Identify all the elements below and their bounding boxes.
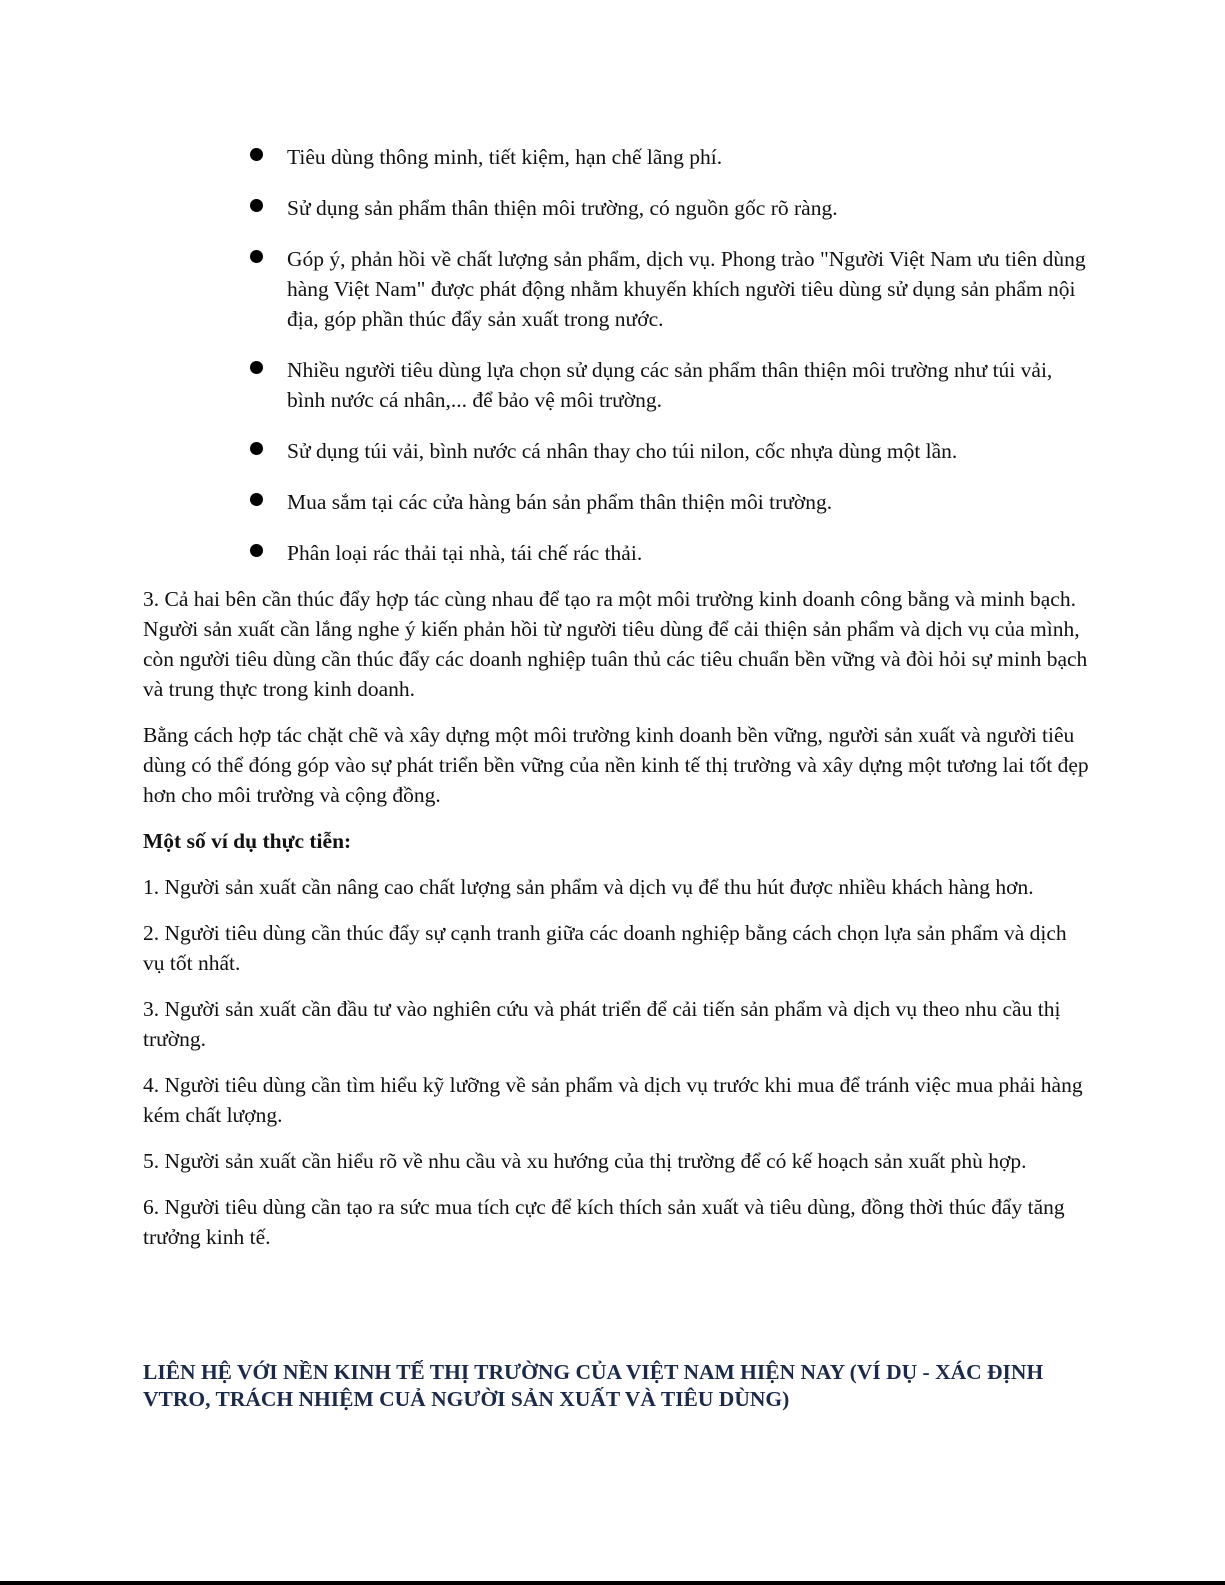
bullet-icon (250, 250, 263, 263)
bullet-text: Sử dụng túi vải, bình nước cá nhân thay cho túi nilon, cốc nhựa dùng một lần. (287, 439, 958, 463)
list-item (247, 355, 1087, 415)
example-item: 1. Người sản xuất cần nâng cao chất lượng sản phẩm và dịch vụ để thu hút được nhiều khách hàng hơn. (143, 875, 1034, 899)
body-text (143, 584, 1093, 1268)
list-item (247, 538, 1087, 568)
bullet-icon (250, 148, 263, 161)
example-item: 3. Người sản xuất cần đầu tư vào nghiên cứu và phát triển để cải tiến sản phẩm và dịch vụ theo nhu cầu thị trường. (143, 997, 1061, 1051)
bullet-icon (250, 544, 263, 557)
example-item: 6. Người tiêu dùng cần tạo ra sức mua tích cực để kích thích sản xuất và tiêu dùng, đồng thời thúc đẩy tăng trưởng kinh tế. (143, 1195, 1065, 1249)
bullet-text: Sử dụng sản phẩm thân thiện môi trường, có nguồn gốc rõ ràng. (287, 196, 838, 220)
bullet-icon (250, 442, 263, 455)
bullet-text: Góp ý, phản hồi về chất lượng sản phẩm, dịch vụ. Phong trào "Người Việt Nam ưu tiên dùng hàng Việt Nam" được phát động nhằm khuyến khích người tiêu dùng sử dụng sản phẩm nội địa, góp phần thúc đẩy sản xuất trong nước. (287, 247, 1086, 331)
bullet-icon (250, 361, 263, 374)
bullet-icon (250, 493, 263, 506)
bullet-text: Mua sắm tại các cửa hàng bán sản phẩm thân thiện môi trường. (287, 490, 833, 514)
list-item (247, 193, 1087, 223)
list-item (247, 487, 1087, 517)
bullet-text: Nhiều người tiêu dùng lựa chọn sử dụng các sản phẩm thân thiện môi trường như túi vải, bình nước cá nhân,... để bảo vệ môi trường. (287, 358, 1053, 412)
example-item: 5. Người sản xuất cần hiểu rõ về nhu cầu và xu hướng của thị trường để có kế hoạch sản xuất phù hợp. (143, 1149, 1027, 1173)
section-heading: LIÊN HỆ VỚI NỀN KINH TẾ THỊ TRƯỜNG CỦA VIỆT NAM HIỆN NAY (VÍ DỤ - XÁC ĐỊNH VTRO, TRÁCH NHIỆM CUẢ NGƯỜI SẢN XUẤT VÀ TIÊU DÙNG) (143, 1360, 1044, 1411)
list-item (247, 244, 1087, 334)
bullet-icon (250, 199, 263, 212)
examples-heading: Một số ví dụ thực tiễn: (143, 829, 352, 853)
example-item: 2. Người tiêu dùng cần thúc đẩy sự cạnh tranh giữa các doanh nghiệp bằng cách chọn lựa sản phẩm và dịch vụ tốt nhất. (143, 921, 1067, 975)
bullet-list (247, 142, 1087, 589)
list-item (247, 436, 1087, 466)
bullet-text: Tiêu dùng thông minh, tiết kiệm, hạn chế lãng phí. (287, 145, 723, 169)
bullet-text: Phân loại rác thải tại nhà, tái chế rác thải. (287, 541, 643, 565)
paragraph-conclusion: Bằng cách hợp tác chặt chẽ và xây dựng một môi trường kinh doanh bền vững, người sản xuất và người tiêu dùng có thể đóng góp vào sự phát triển bền vững của nền kinh tế thị trường và xây dựng một tương lai tốt đẹp hơn cho môi trường và cộng đồng. (143, 723, 1089, 807)
paragraph-point-3: 3. Cả hai bên cần thúc đẩy hợp tác cùng nhau để tạo ra một môi trường kinh doanh công bằng và minh bạch. Người sản xuất cần lắng nghe ý kiến phản hồi từ người tiêu dùng để cải thiện sản phẩm và dịch vụ của mình, còn người tiêu dùng cần thúc đẩy các doanh nghiệp tuân thủ các tiêu chuẩn bền vững và đòi hỏi sự minh bạch và trung thực trong kinh doanh. (143, 587, 1088, 701)
page-bottom-border (0, 1581, 1225, 1585)
list-item (247, 142, 1087, 172)
example-item: 4. Người tiêu dùng cần tìm hiểu kỹ lưỡng về sản phẩm và dịch vụ trước khi mua để tránh việc mua phải hàng kém chất lượng. (143, 1073, 1083, 1127)
